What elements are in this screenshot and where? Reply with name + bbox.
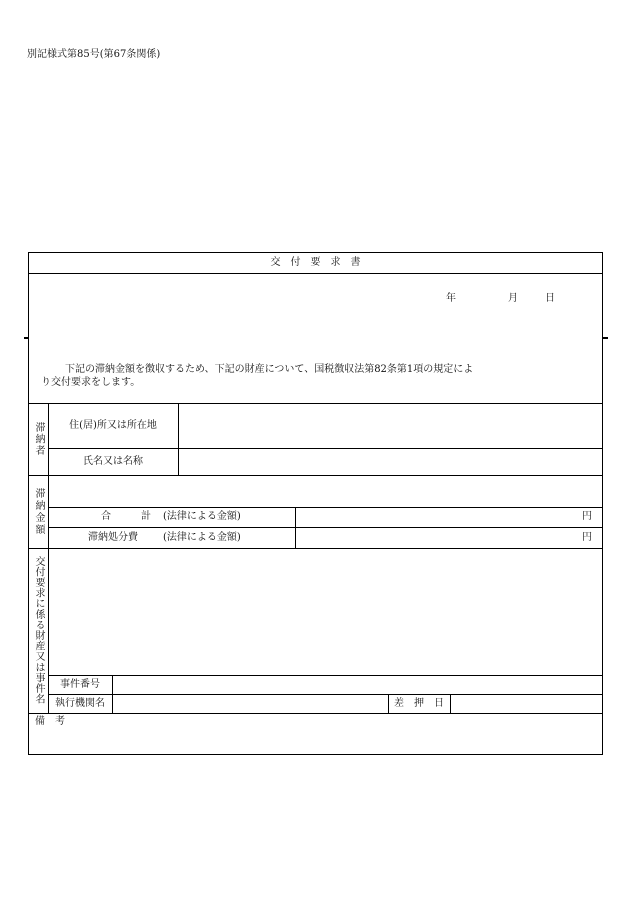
case-number-value-cell <box>113 676 602 694</box>
fold-mark-right <box>603 337 608 339</box>
seizure-date-label <box>388 694 450 713</box>
remarks-divider <box>28 713 603 714</box>
address-label-text: 住(居)所又は所在地 <box>69 419 157 431</box>
amount-row-divider <box>48 527 603 528</box>
amount-row-divider <box>48 507 603 508</box>
total-label: 合 計 <box>101 511 151 522</box>
name-value-cell <box>179 449 602 475</box>
enforcement-agency-label-text: 執行機関名 <box>55 697 105 709</box>
form-title-text: 交 付 要 求 書 <box>270 256 361 268</box>
address-label <box>48 403 178 448</box>
property-section-label <box>28 548 48 713</box>
property-detail-cell <box>49 549 602 675</box>
total-unit: 円 <box>582 511 592 522</box>
property-section-label-text: 交付要求に係る財産又は事件名 <box>33 556 44 705</box>
disposition-fee-note: (法律による金額) <box>163 532 241 543</box>
taxpayer-section-label <box>28 403 48 475</box>
disposition-fee-unit: 円 <box>582 532 592 543</box>
amount-section-label-text: 滞納金額 <box>33 487 44 536</box>
taxpayer-section-label-text: 滞納者 <box>33 421 44 457</box>
date-year-label: 年 <box>446 293 456 304</box>
enforcement-agency-value-cell <box>113 695 388 713</box>
amount-detail-cell <box>49 476 602 507</box>
remarks-value-cell <box>29 728 602 753</box>
date-day-label: 日 <box>545 293 555 304</box>
disposition-fee-label: 滞納処分費 <box>88 532 138 543</box>
date-month-label: 月 <box>508 293 518 304</box>
form-number-note: 別記様式第85号(第67条関係) <box>27 49 161 60</box>
seizure-date-value-cell <box>451 695 602 713</box>
enforcement-agency-label <box>48 694 112 713</box>
case-number-label <box>48 675 112 694</box>
amount-label-divider <box>295 507 296 548</box>
form-title <box>28 252 603 273</box>
case-number-label-text: 事件番号 <box>60 678 100 690</box>
delivery-request-form <box>28 252 603 755</box>
amount-section-label <box>28 475 48 548</box>
statement-line-1: 下記の滞納金額を徴収するため、下記の財産について、国税徴収法第82条第1項の規定によ <box>65 364 474 375</box>
remarks-label: 備 考 <box>35 716 65 727</box>
seizure-date-label-text: 差 押 日 <box>394 697 444 709</box>
statement-line-2: り交付要求をします。 <box>41 377 141 388</box>
address-value-cell <box>179 404 602 448</box>
name-label-text: 氏名又は名称 <box>83 455 143 467</box>
title-divider <box>28 273 603 274</box>
total-note: (法律による金額) <box>163 511 241 522</box>
name-label <box>48 448 178 475</box>
